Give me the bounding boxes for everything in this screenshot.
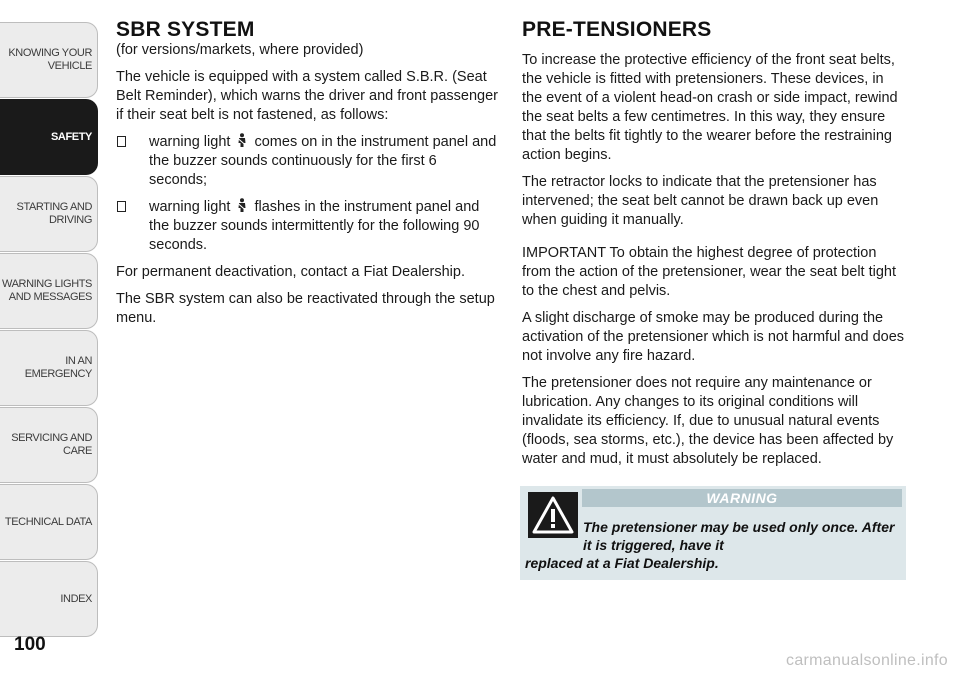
tab-knowing-your-vehicle[interactable] (0, 22, 98, 98)
seatbelt-warning-icon (235, 133, 249, 148)
tab-label: SERVICING AND CARE (11, 432, 92, 457)
pretensioners-section (522, 20, 906, 477)
tab-starting-and-driving[interactable] (0, 176, 98, 252)
checkbox-bullet-icon (117, 201, 126, 212)
tab-label: KNOWING YOUR VEHICLE (8, 47, 92, 72)
tab-label: STARTING AND DRIVING (16, 201, 92, 226)
pretensioners-paragraph: The pretensioner does not require any maintenance or lubrication. Any changes to its original conditions will invalidate its efficiency. If, due to unusual natural events (floods, sea storms, etc.), the device has been affected by water and mud, it must absolutely be replaced. (522, 375, 894, 467)
sbr-deactivation: For permanent deactivation, contact a Fiat Dealership. (116, 264, 465, 280)
bullet-text-post: flashes in the instrument panel and the buzzer sounds intermittently for the following 90 seconds. (149, 199, 480, 253)
pretensioners-paragraph: A slight discharge of smoke may be produced during the activation of the pretensioner which is not harmful and does not involve any fire hazard. (522, 310, 905, 364)
tab-label: INDEX (60, 592, 92, 605)
warning-text-line2: replaced at a Fiat Dealership. (525, 555, 719, 571)
tab-warning-lights[interactable] (0, 253, 98, 329)
tab-label: SAFETY (51, 130, 92, 143)
tab-index[interactable] (0, 561, 98, 637)
tab-technical-data[interactable] (0, 484, 98, 560)
sbr-subtitle: (for versions/markets, where provided) (116, 42, 364, 58)
sbr-intro: The vehicle is equipped with a system called S.B.R. (Seat Belt Reminder), which warns the driver and front passenger if their seat belt is not fastened, as follows: (116, 69, 499, 123)
chapter-sidebar (0, 22, 100, 638)
page-number: 100 (14, 634, 46, 655)
tab-in-an-emergency[interactable] (0, 330, 98, 406)
bullet-text-post: comes on in the instrument panel and the buzzer sounds continuously for the first 6 seconds; (149, 134, 497, 188)
tab-label: WARNING LIGHTS AND MESSAGES (2, 278, 92, 303)
bullet-text-pre: warning light (149, 134, 231, 150)
tab-label: IN AN EMERGENCY (24, 355, 92, 380)
pretensioners-paragraph: To increase the protective efficiency of the front seat belts, the vehicle is fitted with pretensioners. These devices, in the event of a violent head-on crash or side impact, rewind the seat belts a few centimetres. In this way, they ensure that the belts fit tightly to the wearer before the restraining action begins. (522, 52, 898, 163)
pretensioners-title: PRE-TENSIONERS (522, 18, 712, 41)
tab-label: TECHNICAL DATA (4, 515, 92, 528)
sbr-section (116, 20, 498, 336)
warning-header-bar (582, 489, 902, 507)
list-item (116, 133, 498, 190)
warning-text (525, 518, 901, 572)
sbr-title: SBR SYSTEM (116, 18, 255, 41)
warning-box (520, 486, 906, 580)
checkbox-bullet-icon (117, 136, 126, 147)
bullet-text-pre: warning light (149, 199, 231, 215)
watermark: carmanualsonline.info (786, 652, 948, 669)
tab-servicing-and-care[interactable] (0, 407, 98, 483)
seatbelt-warning-icon (235, 198, 249, 213)
warning-header: WARNING (706, 490, 778, 506)
tab-safety[interactable] (0, 99, 98, 175)
pretensioners-paragraph: The retractor locks to indicate that the pretensioner has intervened; the seat belt cannot be drawn back up even when guiding it manually. (522, 174, 879, 228)
sbr-reactivation: The SBR system can also be reactivated through the setup menu. (116, 291, 495, 326)
warning-text-line1: The pretensioner may be used only once. After it is triggered, have it (583, 519, 895, 553)
pretensioners-paragraph: IMPORTANT To obtain the highest degree of protection from the action of the pretensioner, wear the seat belt tight to the chest and pelvis. (522, 245, 896, 299)
list-item (116, 198, 498, 255)
